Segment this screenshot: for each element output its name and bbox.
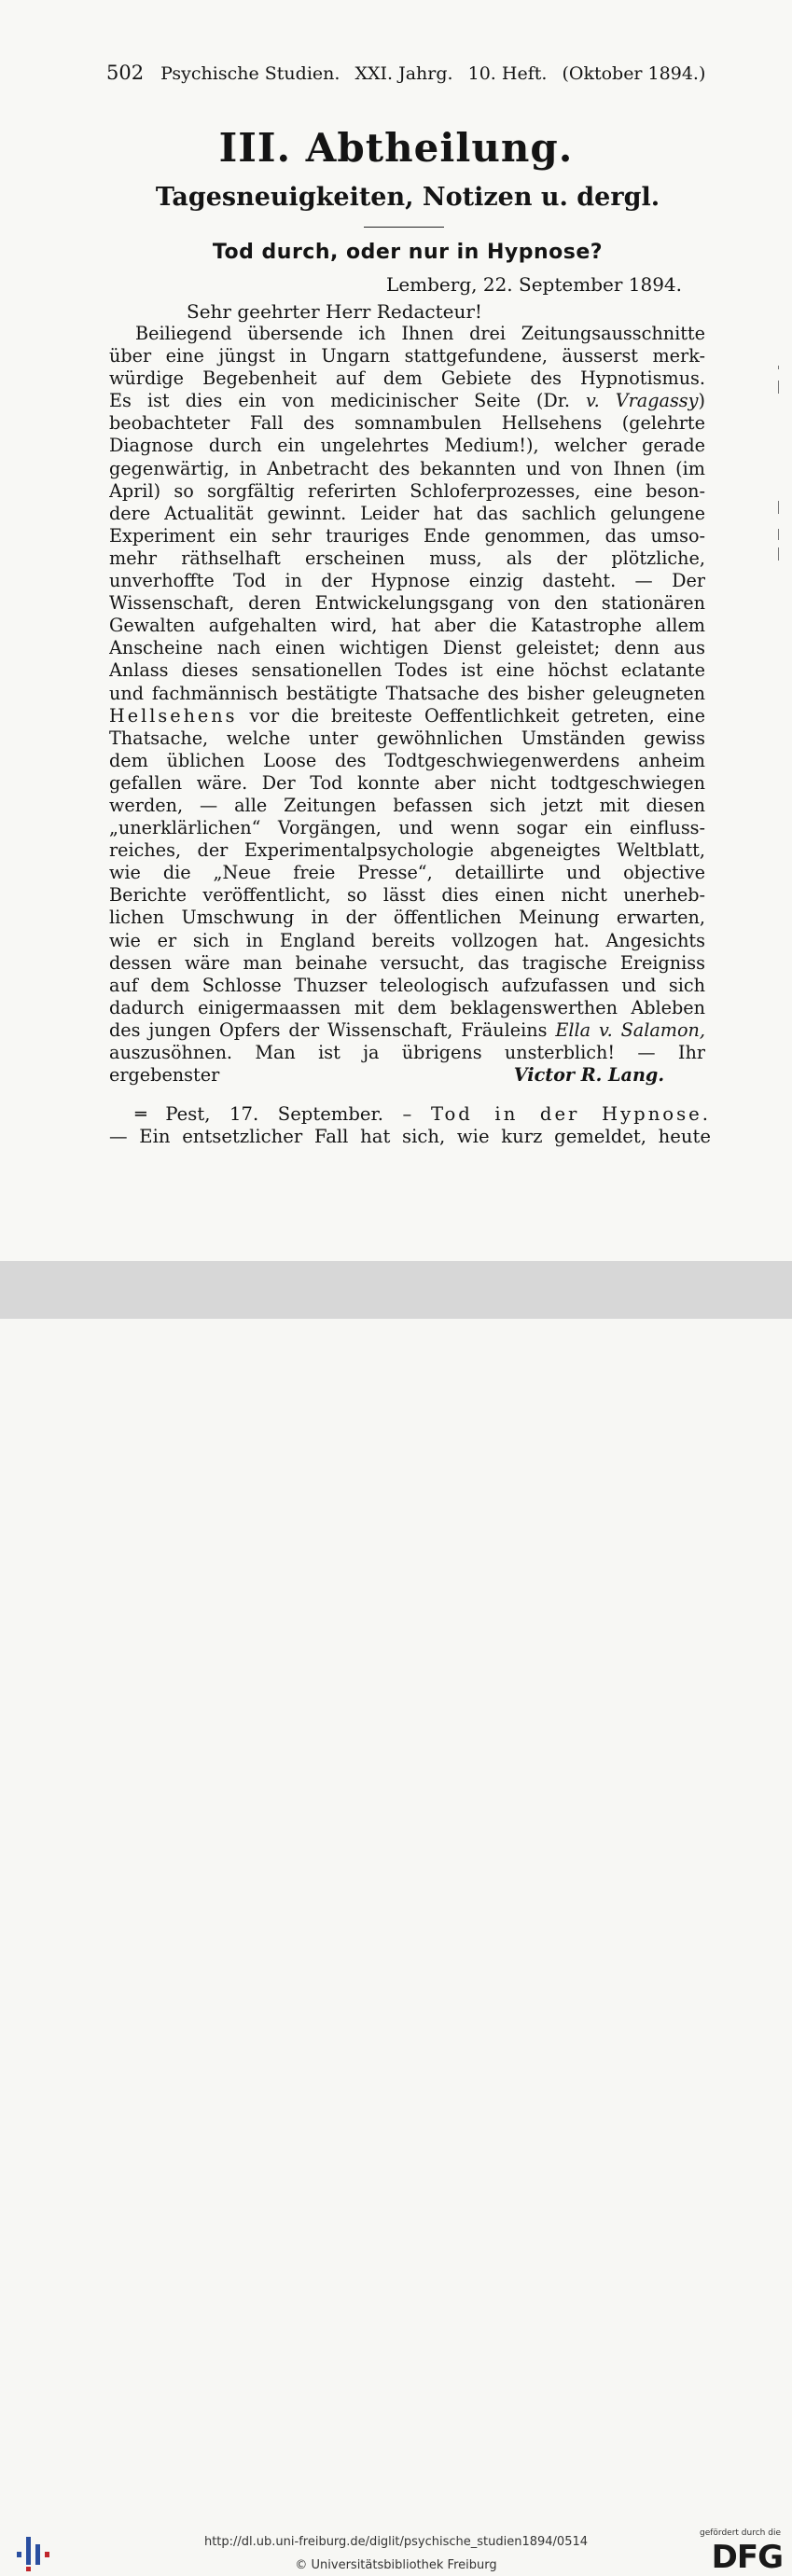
text-line: dessen wäre man beinahe versucht, das tragische Ereigniss [109, 951, 705, 974]
journal-title: Psychische Studien. [160, 63, 340, 84]
text-line: werden, — alle Zeitungen befassen sich jetzt mit diesen [109, 794, 705, 816]
text-line: Diagnose durch ein ungelehrtes Medium!), welcher gerade [109, 435, 705, 457]
divider-rule [364, 227, 444, 228]
letter-signature: Victor R. Lang. [513, 1064, 664, 1087]
letter-closing: ergebenster [109, 1064, 220, 1087]
text-line: auf dem Schlosse Thuzser teleologisch aufzufassen und sich [109, 974, 705, 996]
text-line: Experiment ein sehr trauriges Ende genommen, das umso- [109, 524, 705, 547]
text-line: — Ein entsetzlicher Fall hat sich, wie kurz gemeldet, heute [109, 1126, 711, 1148]
text-line: Beiliegend übersende ich Ihnen drei Zeitungsausschnitte [135, 323, 705, 344]
section-title: III. Abtheilung. [218, 125, 574, 171]
scanned-page [0, 0, 792, 1261]
text-line: über eine jüngst in Ungarn stattgefundene, äusserst merk- [109, 345, 705, 367]
volume-label: XXI. Jahrg. [354, 63, 453, 84]
dfg-logo: DFG [711, 2539, 783, 2576]
text-line: beobachteter Fall des somnambulen Hellsehens (gelehrte [109, 412, 705, 435]
italic-name: v. Vragassy [586, 390, 699, 412]
text-line: mehr räthselhaft erscheinen muss, als der plötzliche, [109, 547, 705, 569]
issue-label: 10. Heft. [467, 63, 548, 84]
text-line: „unerklärlichen“ Vorgängen, und wenn sogar ein einfluss- [109, 817, 705, 839]
text-line: gegenwärtig, in Anbetracht des bekannten und von Ihnen (im [109, 457, 705, 479]
text-line [109, 1102, 711, 1125]
page-number: 502 [106, 62, 145, 84]
letter-dateline: Lemberg, 22. September 1894. [386, 273, 682, 296]
closing-line [109, 1064, 705, 1087]
text-line: Anlass dieses sensationellen Todes ist eine höchst eclatante [109, 659, 705, 682]
text-line: gefallen wäre. Der Tod konnte aber nicht todtgeschwiegen [109, 771, 705, 794]
dfg-label: gefördert durch die [700, 2528, 781, 2538]
text-line: Thatsache, welche unter gewöhnlichen Umständen gewiss [109, 727, 705, 749]
copyright-text: © Universitätsbibliothek Freiburg [295, 2558, 497, 2572]
text-fragment: ) [698, 390, 705, 412]
text-line [109, 1019, 705, 1042]
text-line: würdige Begebenheit auf dem Gebiete des Hypnotismus. [109, 367, 705, 390]
text-fragment: Es ist dies ein von medicinischer Seite (Dr. [109, 390, 570, 412]
source-url-link[interactable]: http://dl.ub.uni-freiburg.de/diglit/psychische_studien1894/0514 [203, 2535, 589, 2549]
text-line: Wissenschaft, deren Entwickelungsgang von den stationären [109, 592, 705, 615]
text-line: reiches, der Experimentalpsychologie abgeneigtes Weltblatt, [109, 839, 705, 862]
text-line: April) so sorgfältig referirten Schloferprozesses, eine beson- [109, 479, 705, 502]
text-fragment: vor die breiteste Oeffentlichkeit getreten, eine [249, 704, 705, 727]
text-line: dadurch einigermaassen mit dem beklagenswerthen Ableben [109, 996, 705, 1018]
text-fragment: des jungen Opfers der Wissenschaft, Fräuleins [109, 1018, 548, 1041]
text-line: lichen Umschwung in der öffentlichen Meinung erwarten, [109, 907, 705, 929]
section-subtitle: Tagesneuigkeiten, Notizen u. dergl. [155, 183, 660, 212]
text-line: wie er sich in England bereits vollzogen hat. Angesichts [109, 929, 705, 951]
text-line [109, 705, 705, 727]
spaced-word: Hellsehens [109, 704, 238, 727]
text-line: Gewalten aufgehalten wird, hat aber die Katastrophe allem [109, 615, 705, 637]
issue-date: (Oktober 1894.) [562, 63, 706, 84]
text-line [109, 390, 705, 412]
text-line: wie die „Neue freie Presse“, detaillirte und objective [109, 862, 705, 884]
footer-bar [0, 1261, 792, 2576]
letter-body [109, 323, 705, 1087]
text-line: Berichte veröffentlicht, so lässt dies einen nicht unerheb- [109, 884, 705, 907]
text-line: und fachmännisch bestätigte Thatsache des bisher geleugneten [109, 682, 705, 704]
article-heading: Tod durch, oder nur in Hypnose? [212, 241, 604, 264]
text-line: dem üblichen Loose des Todtgeschwiegenwerdens anheim [109, 749, 705, 771]
spaced-heading: Tod in der Hypnose. [430, 1103, 711, 1125]
italic-name: Ella v. Salamon, [555, 1018, 705, 1041]
letter-salutation: Sehr geehrter Herr Redacteur! [187, 300, 482, 323]
text-line: unverhoffte Tod in der Hypnose einzig dasteht. — Der [109, 570, 705, 592]
running-head [106, 62, 706, 84]
text-fragment: ═ Pest, 17. September. – [135, 1103, 412, 1125]
text-line: auszusöhnen. Man ist ja übrigens unsterblich! — Ihr [109, 1042, 705, 1063]
text-line: Anscheine nach einen wichtigen Dienst geleistet; denn aus [109, 637, 705, 659]
text-line: dere Actualität gewinnt. Leider hat das sachlich gelungene [109, 502, 705, 524]
next-article [109, 1102, 711, 1147]
